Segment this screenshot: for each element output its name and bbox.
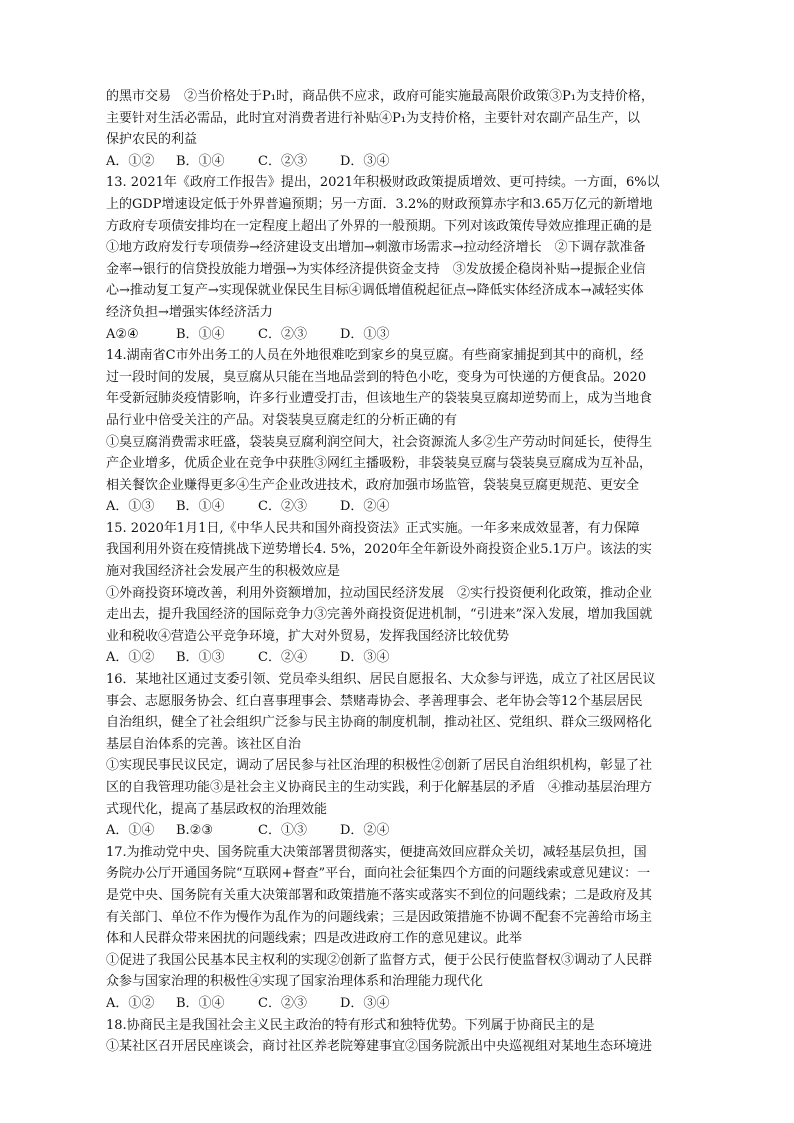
text-line: 16．某地社区通过支委引领、党员牵头组织、居民自愿报名、大众参与评选，成立了社区居民议 xyxy=(106,672,656,688)
text-line: 务院办公厅开通国务院“互联网+督查”平台，面向社会征集四个方面的问题线索或意见建议：一 xyxy=(106,866,651,882)
text-line: ①地方政府发行专项债券→经济建设支出增加→刺激市场需求→拉动经济增长 ②下调存款准备 xyxy=(106,240,646,256)
text-line: ①促进了我国公民基本民主权利的实现②创新了监督方式，便于公民行使监督权③调动了人民群 xyxy=(106,952,653,968)
answer-options xyxy=(106,324,688,346)
answer-option-a: A．①② xyxy=(106,650,155,666)
text-line: 上的GDP增速设定低于外界普遍预期；另一方面．3.2%的财政预算赤字和3.65万亿元的新增地 xyxy=(106,196,653,212)
text-line: ①某社区召开居民座谈会，商讨社区养老院筹建事宜②国务院派出中央巡视组对某地生态环境进 xyxy=(106,1039,653,1055)
answer-option-c: C．②③ xyxy=(258,326,307,342)
text-line: ①臭豆腐消费需求旺盛，袋装臭豆腐利润空间大，社会资源流人多②生产劳动时间延长，使得生 xyxy=(106,434,653,450)
text-line: 事会、志愿服务协会、红白喜事理事会、禁赌毒协会、孝善理事会、老年协会等12个基层居民 xyxy=(106,693,643,709)
text-line: 施对我国经济社会发展产生的积极效应是 xyxy=(106,564,341,580)
text-line: 的黑市交易 ②当价格处于P₁时，商品供不应求，政府可能实施最高限价政策③P₁为支持价格， xyxy=(106,89,654,104)
answer-option-d: D．③④ xyxy=(340,995,390,1011)
answer-option-d: D．①③ xyxy=(340,326,390,342)
text-line: 体和人民群众带来困扰的问题线索；四是改进政府工作的意见建议。此举 xyxy=(106,931,523,947)
exam-page xyxy=(106,86,688,1058)
text-line: 18.协商民主是我国社会主义民主政治的特有形式和独特优势。下列属于协商民主的是 xyxy=(106,1017,595,1033)
text-line: 众参与国家治理的积极性④实现了国家治理体系和治理能力现代化 xyxy=(106,974,484,990)
answer-option-c: C．②③ xyxy=(258,995,307,1011)
text-line: 金率→银行的信贷投放能力增强→为实体经济提供资金支持 ③发放援企稳岗补贴→提振企业信 xyxy=(106,261,646,277)
answer-options xyxy=(106,820,688,842)
answer-option-a: A．①② xyxy=(106,153,155,169)
answer-option-d: D．③④ xyxy=(340,153,390,169)
answer-options xyxy=(106,647,688,669)
text-line: 相关餐饮企业赚得更多④生产企业改进技术，政府加强市场监管，袋装臭豆腐更规范、更安全 xyxy=(106,477,640,493)
answer-option-b: B．①④ xyxy=(176,995,225,1011)
text-line: 基层自治体系的完善。该社区自治 xyxy=(106,736,302,752)
text-line: 走出去，提升我国经济的国际竞争力③完善外商投资促进机制，“引进来”深入发展，增加我国就 xyxy=(106,607,653,623)
text-line: 品行业中倍受关注的产品。对袋装臭豆腐走红的分析正确的有 xyxy=(106,412,458,428)
text-line: 有关部门、单位不作为慢作为乱作为的问题线索；三是因政策措施不协调不配套不完善给市场主 xyxy=(106,909,653,925)
text-line: 年受新冠肺炎疫情影响，许多行业遭受打击，但该地生产的袋装臭豆腐却逆势而上，成为当地食 xyxy=(106,391,653,407)
answer-option-b: B．①④ xyxy=(176,153,225,169)
answer-options xyxy=(106,496,688,518)
text-line: ①外商投资环境改善，利用外资额增加，拉动国民经济发展 ②实行投资便利化政策，推动企业 xyxy=(106,585,653,601)
answer-option-a: A．①② xyxy=(106,995,155,1011)
answer-option-a: A②④ xyxy=(106,326,139,342)
text-line: 方政府专项债安排均在一定程度上超出了外界的一般预期。下列对该政策传导效应推理正确的是 xyxy=(106,218,653,234)
answer-option-d: D．②④ xyxy=(340,823,390,839)
answer-option-b: B．①④ xyxy=(176,499,225,515)
text-line: 自治组织，健全了社会组织广泛参与民主协商的制度机制，推动社区、党组织、群众三级网格化 xyxy=(106,715,653,731)
text-line: 心→推动复工复产→实现保就业保民生目标④调低增值税起征点→降低实体经济成本→减轻实体 xyxy=(106,283,644,299)
text-line: 14.湖南省C市外出务工的人员在外地很难吃到家乡的臭豆腐。有些商家捕捉到其中的商机，经 xyxy=(106,348,644,364)
text-line: 15. 2020年1月1日,《中华人民共和国外商投资法》正式实施。一年多来成效显著，有力保障 xyxy=(106,520,640,536)
text-line: 过一段时间的发展，臭豆腐从只能在当地品尝到的特色小吃，变身为可快递的方便食品。2020 xyxy=(106,369,647,385)
answer-option-b: B.②③ xyxy=(176,823,213,839)
answer-options xyxy=(106,993,688,1015)
answer-option-d: D．③④ xyxy=(340,650,390,666)
answer-option-b: B．①④ xyxy=(176,326,225,342)
text-line: 是党中央、国务院有关重大决策部署和政策措施不落实或落实不到位的问题线索；二是政府及其 xyxy=(106,887,653,903)
text-line: ①实现民事民议民定，调动了居民参与社区治理的积极性②创新了居民自治组织机构，彰显了社 xyxy=(106,758,653,774)
text-line: 区的自我管理功能③是社会主义协商民主的生动实践，利于化解基层的矛盾 ④推动基层治理方 xyxy=(106,780,653,795)
text-line: 保护农民的利益 xyxy=(106,132,198,148)
answer-option-c: C．②④ xyxy=(258,650,307,666)
text-line: 我国利用外资在疫情挑战下逆势增长4. 5%，2020年全年新设外商投资企业5.1万户。该法的实 xyxy=(106,542,652,558)
text-line: 式现代化，提高了基层政权的治理效能 xyxy=(106,801,328,817)
answer-option-b: B．①③ xyxy=(176,650,225,666)
answer-option-d: D．②④ xyxy=(340,499,390,515)
answer-option-c: C．②③ xyxy=(258,153,307,169)
answer-options xyxy=(106,151,688,173)
text-line: 17.为推动党中央、国务院重大决策部署贯彻落实，便捷高效回应群众关切，减轻基层负担，国 xyxy=(106,844,647,860)
text-line: 产企业增多，优质企业在竞争中获胜③网红主播吸粉，非袋装臭豆腐与袋装臭豆腐成为互补品， xyxy=(106,456,653,472)
answer-option-a: A．①④ xyxy=(106,823,155,839)
text-line: 主要针对生活必需品，此时宜对消费者进行补贴④P₁为支持价格，主要针对农副产品生产，以 xyxy=(106,110,640,126)
answer-option-a: A．①③ xyxy=(106,499,155,515)
text-line: 经济负担→增强实体经济活力 xyxy=(106,304,273,320)
text-line: 业和税收④营造公平竞争环境，扩大对外贸易，发挥我国经济比较优势 xyxy=(106,628,510,644)
answer-option-c: C．①③ xyxy=(258,823,307,839)
answer-option-c: C．②③ xyxy=(258,499,307,515)
text-line: 13. 2021年《政府工作报告》提出，2021年积极财政政策提质增效、更可持续。一方面，6%以 xyxy=(106,175,660,191)
